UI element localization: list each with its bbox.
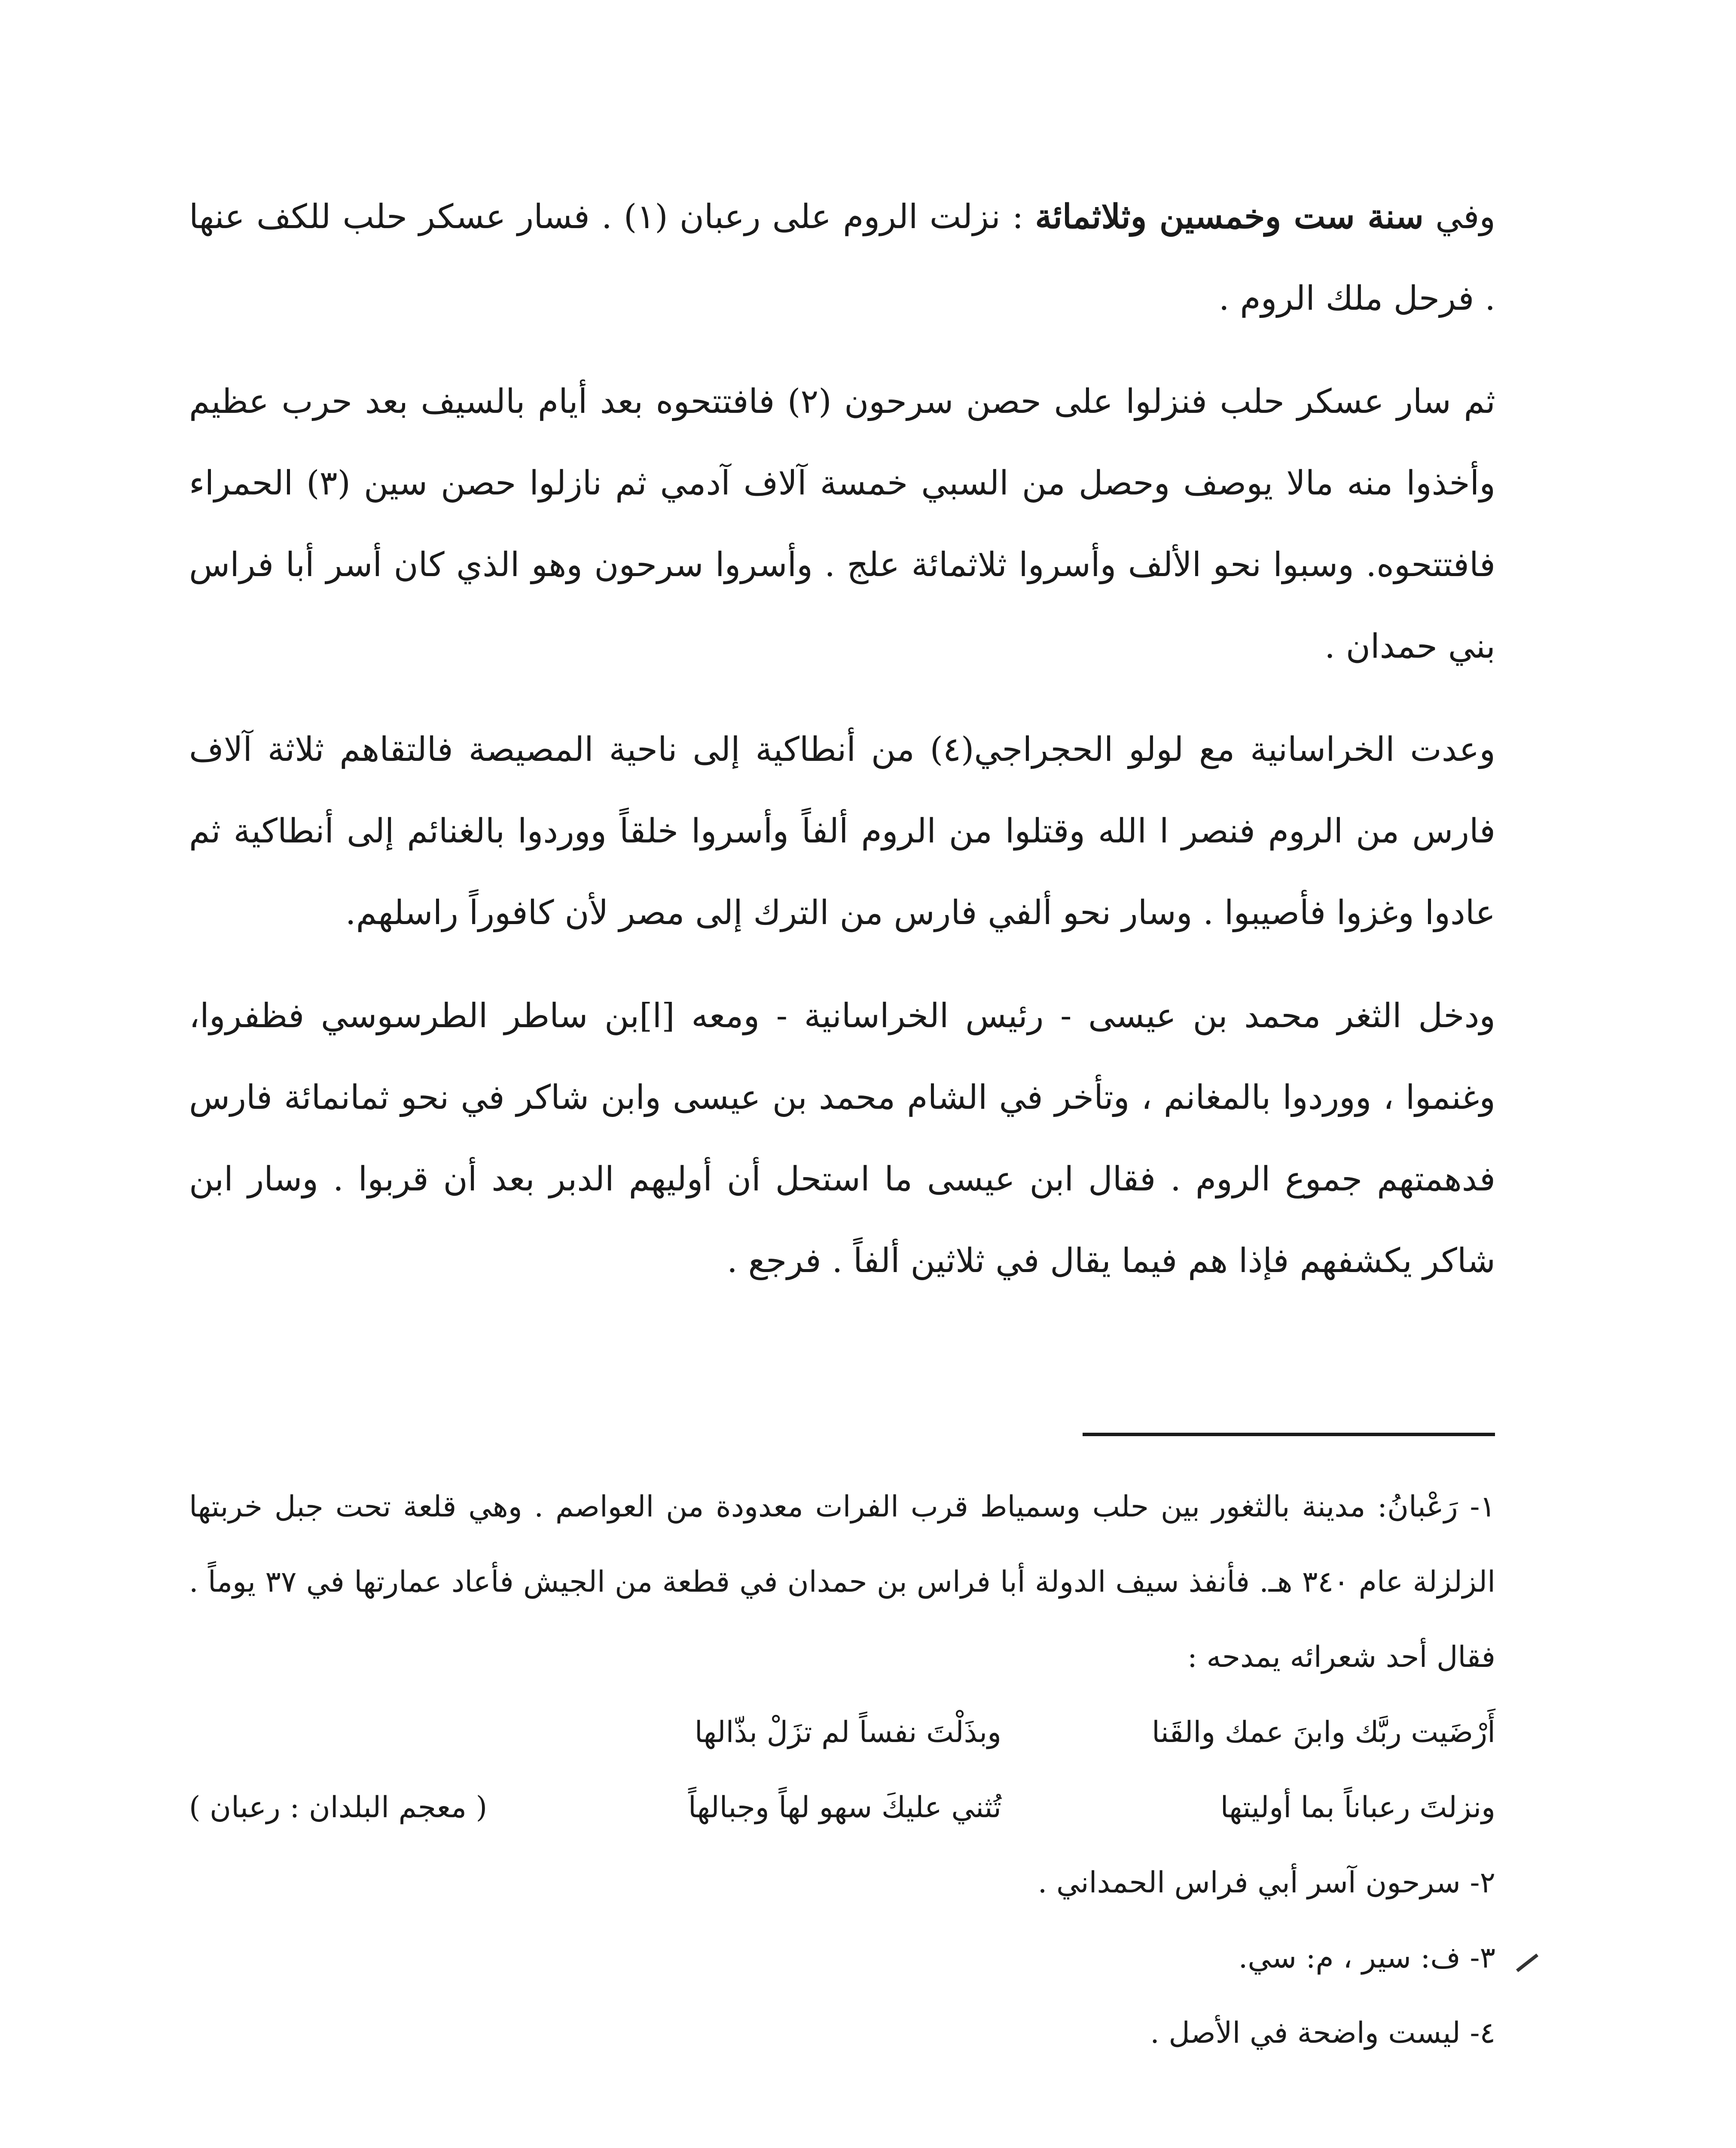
footnote-3: ٣- ف: سير ، م: سي. [1238, 1941, 1495, 1975]
verse-1-second-hemistich: وبذَلْتَ نفساً لم تزَلْ بذّالها [694, 1715, 1001, 1749]
verse-line-2 [189, 1770, 1495, 1845]
verse-2-second-hemistich: تُثني عليكَ سهو لهاً وجبالهاً [688, 1791, 1001, 1825]
paragraph-1 [189, 176, 1495, 339]
verse-2-first-hemistich: ونزلتَ رعباناً بما أوليتها [1220, 1791, 1495, 1825]
paragraph-1-text: : نزلت الروم على رعبان (١) . فسار عسكر حلب للكف عنها . فرحل ملك الروم . [189, 198, 1495, 318]
footnotes [189, 1469, 1495, 2071]
footnote-separator [1083, 1433, 1495, 1436]
verse-source: ( معجم البلدان : رعبان ) [189, 1791, 488, 1825]
footnote-1: ١- رَعْبانُ: مدينة بالثغور بين حلب وسمياط قرب الفرات معدودة من العواصم . وهي قلعة تحت جبل خربتها الزلزلة عام ٣٤٠ هـ. فأنفذ سيف الدولة أبا فراس بن حمدان في قطعة من الجيش فأعاد عمارتها في ٣٧ يوماً . فقال أحد شعرائه يمدحه : [189, 1490, 1496, 1674]
year-heading: سنة ست وخمسين وثلاثمائة [1035, 197, 1424, 236]
verse-line-1 [189, 1695, 1495, 1770]
paragraph-1-prefix: وفي [1435, 198, 1496, 236]
main-text [189, 176, 1495, 1323]
verse-1-first-hemistich: أَرْضَيت ربَّك وابنَ عمك والقَنا [1152, 1715, 1495, 1749]
footnote-4: ٤- ليست واضحة في الأصل . [1150, 2016, 1495, 2050]
pen-mark [1516, 1953, 1538, 1972]
paragraph-2: ثم سار عسكر حلب فنزلوا على حصن سرحون (٢) فافتتحوه بعد أيام بالسيف بعد حرب عظيم وأخذوا منه مالا يوصف وحصل من السبي خمسة آلاف آدمي ثم نازلوا حصن سين (٣) الحمراء فافتتحوه. وسبوا نحو الألف وأسروا ثلاثمائة علج . وأسروا سرحون وهو الذي كان أسر أبا فراس بني حمدان . [189, 382, 1495, 666]
paragraph-4: ودخل الثغر محمد بن عيسى - رئيس الخراسانية - ومعه [ا]بن ساطر الطرسوسي فظفروا، وغنموا ، ووردوا بالمغانم ، وتأخر في الشام محمد بن عيسى وابن شاكر في نحو ثمانمائة فارس فدهمتهم جموع الروم . فقال ابن عيسى ما استحل أن أوليهم الدبر بعد أن قربوا . وسار ابن شاكر يكشفهم فإذا هم فيما يقال في ثلاثين ألفاً . فرجع . [189, 997, 1495, 1280]
footnote-2: ٢- سرحون آسر أبي فراس الحمداني . [1037, 1866, 1495, 1900]
paragraph-3: وعدت الخراسانية مع لولو الحجراجي(٤) من أنطاكية إلى ناحية المصيصة فالتقاهم ثلاثة آلاف فارس من الروم فنصر ا الله وقتلوا من الروم ألفاً وأسروا خلقاً ووردوا بالغنائم إلى أنطاكية ثم عادوا وغزوا فأصيبوا . وسار نحو ألفي فارس من الترك إلى مصر لأن كافوراً راسلهم. [189, 730, 1495, 932]
